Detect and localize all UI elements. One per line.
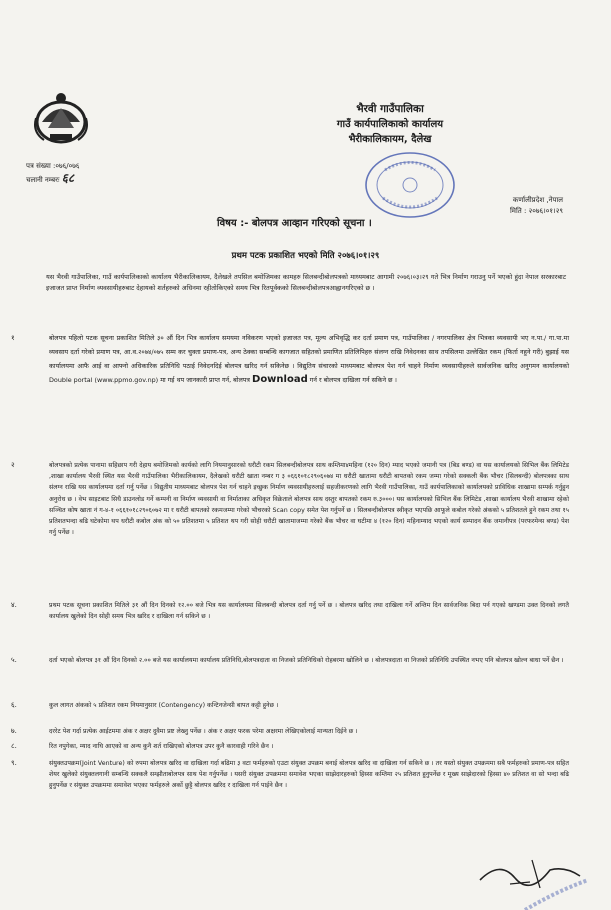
item-text: कुल लागत अंकको ५ प्रतिशत रकम नियमानुसार (Contengency) कन्टिनजेन्सी बापत कट्टी हुनेछ ।: [49, 702, 279, 709]
province-label: कर्णालीप्रदेश ,नेपाल: [512, 196, 563, 204]
list-item: [11, 460, 569, 538]
download-keyword: Download: [252, 374, 308, 386]
item-text: बोलपत्र पहिलो पटक सूचना प्रकाशित मितिले ३० औं दिन भित्र कार्यालय समयमा नविकरण भएको इजाजत पत्र, मूल्य अभिवृद्धि कर दर्ता प्रमाण पत्र, गाउँपालिका / नगरपालिका क्षेत्र भित्रका व्यवसायी भए न.पा./ गा.पा.मा व्यवसाय दर्ता गरेको प्रमाण पत्र, आ.व.२०७४/०७५ सम्म कर चुक्ता प्रमाण-पत्र, अन्य ठेक्का सम्बन्धि कागजात सहितको प्रमाणित प्रतिलिपिहरु संलग्न राखि निवेदनका साथ तपसिलमा उल्लेखित रकम (फिर्ता नहुने गरी) बुझाई यस कार्यालयमा आफै आई वा आफ्नो अधिकारिक प्रतिनिधि पठाई निवेदनदिई बोलपत्र खरिद गर्न सकिनेछ । विद्युतिय संचारको माध्यमबाट बोलपत्र पेश गर्न चाहने निर्माण व्यवसायीहरुले सार्वजनिक खरिद अनुगमन कार्यालयको Double portal (www.ppmo.gov.np) मा गई थप जानकारी प्राप्त गर्न, बोलपत्र: [49, 334, 569, 385]
item-text-end: गर्न र बोलपत्र दाखिला गर्न सकिने छ ।: [309, 376, 397, 385]
office-seal-icon: [363, 150, 458, 220]
list-item: [11, 741, 569, 752]
list-item: [11, 332, 569, 388]
item-number: ४.: [11, 601, 17, 609]
list-item: [11, 726, 569, 737]
nepal-emblem-icon: [30, 88, 92, 146]
intro-paragraph: यस भैरवी गाउँपालिका, गाउँ कार्यपालिकाको कार्यालय भैरीकालिकायम, दैलेखले तपसिल बमोजिमका कामहरु सिलबन्दीबोलपत्रको माध्यमबाट आगामी २०७६।०३।२९ गते भित्र निर्माण गराउनु पर्ने भएको हुंदा नेपाल सरकारबाट इजाजत प्राप्त निर्माण व्यवसायीहरुबाट देहायको शर्तहरुको अधिनमा रहीतोकिएको समय भित्र रितपूर्वकको सिलबन्दीबोलपत्रआह्वानगरिएको छ ।: [46, 273, 566, 292]
municipality-name: भैरवी गाउँपालिका: [356, 103, 424, 115]
office-name: गाउँ कार्यपालिकाको कार्यालय: [336, 119, 444, 130]
list-item: [11, 758, 569, 792]
item-number: ८.: [11, 742, 17, 750]
letter-date: मिति : २०७६।०१।२९: [509, 207, 563, 215]
list-item: [11, 655, 569, 666]
dispatch-number: [26, 172, 80, 186]
office-header: [280, 102, 500, 147]
item-text: रित नपुगेका, म्याद नाघि आएको वा अन्य कुनै शर्त राखिएको बोलपत्र उपर कुनै कारवाही गरिने छैन ।: [49, 743, 274, 750]
item-text: दर्ता भएको बोलपत्र ३१ औं दिन दिनको २.०० बजे यस कार्यालयमा कार्यालय प्रतिनिधि,बोलपत्रदाता वा निजको प्रतिनिधिको रोहबरमा खोलिने छ । बोलपत्रदाता वा निजको प्रतिनिधि उपस्थित नभए पनि बोलपत्र खोल्न बाधा पर्ने छैन ।: [49, 657, 564, 664]
signature-mark: [470, 840, 590, 910]
reference-block: [26, 160, 80, 186]
item-text: प्रथम पटक सूचना प्रकाशित मितिले ३१ औं दिन दिनको १२.०० बजे भित्र यस कार्यालयमा सिलबन्दी बोलपत्र दर्ता गर्नु पर्ने छ । बोलपत्र खरिद तथा दाखिला गर्ने अन्तिम दिन सार्वजनिक बिदा पर्न गएको खण्डमा उक्त दिनको लगतै कार्यालय खुलेको दिन सोही समय भित्र खरिद र दाखिला गर्न सकिने छ ।: [49, 602, 569, 621]
letter-number: पत्र संख्या :०७६/०७६: [26, 162, 80, 170]
item-number: १: [11, 334, 15, 342]
published-date-heading: प्रथम पटक प्रकाशित भएको मिति २०७६।०१।२९: [231, 251, 380, 261]
item-number: ६.: [11, 701, 17, 709]
list-item: [11, 700, 569, 711]
office-location: भैरीकालिकायम, दैलेख: [348, 134, 432, 145]
item-number: २: [11, 461, 15, 469]
subject-line: विषय :- बोलपत्र आव्हान गरिएको सूचना ।: [217, 218, 372, 229]
dispatch-label: चलानी नम्बरः: [26, 176, 60, 184]
item-text: संयुक्तउपक्रम(Joint Venture) को रुपमा बोलपत्र खरिद वा दाखिला गर्दा बढिमा ३ वटा फर्महरुको एउटा संयुक्त उपक्रम बनाई बोलपत्र खरिद वा दाखिला गर्न सकिने छ । तर यस्तो संयुक्त उपक्रममा सबै फर्महरुको प्रमाण-पत्र सहित शेयर खुलेको संयुक्तलगानी सम्बन्धि सक्कलै सम्झौताबोलपत्र साथ पेश गर्नुपर्नेछ । यसरी संयुक्त उपक्रममा समावेश भएका साझेदारहरुको हिस्सा कम्तिमा २५ प्रतिशत हुनुपर्नेछ र मूख्य साझेदारको हिस्सा ४० प्रतिशत वा सो भन्दा बढि हुनुपर्नेछ र संयुक्त उपक्रममा समावेश भएका फर्महरुले अर्को छुट्टै बोलपत्र खरिद र दाखिला गर्न पाईने छैन ।: [49, 760, 569, 790]
item-number: ७.: [11, 727, 17, 735]
list-item: [11, 600, 569, 622]
dispatch-value: ६८: [61, 171, 75, 185]
item-text: दररेट पेश गर्दा प्रत्येक आईटममा अंक र अक्षर दुवैमा प्रष्ट लेख्नु पर्नेछ । अंक र अक्षर फरक परेमा अक्षरमा लेखिएकोलाई मान्यता दिईने छ ।: [49, 728, 358, 735]
item-number: ५.: [11, 656, 17, 664]
item-text: बोलपत्रको प्रत्येक पानामा सहिछाप गरी देहाय बमोजिमको कार्यको लागि नियमानुसारको धरौटी रकम सिलबन्दीबोलपत्र साथ कम्तिमा४महिना (१२० दिन) म्याद भएको जमानी पत्र (बिड बण्ड) वा यस कार्यालयको सिभिल बैंक लिमिटेड ,शाखा कार्यालय भैरवी स्थित यस भैरवी गाउँपालिका भैरीकालिकायम, दैलेखको धरौटी खाता नम्बर ग ३ ०६६१०१८२९०६०७४ मा धरौटी खातामा धरौटी बापतको रकम जम्मा गरेको सक्कली बैंक भौचर (सिलबन्दी) बोलपत्रका साथ संलग्न राखि यस कार्यालयमा दर्ता गर्नु पर्नेछ । विद्युतीय माध्यमबाट बोलपत्र पेश गर्न चाहने इच्छुक निर्माण व्यवसायीहरुलाई सहजीकरणको लागि भैरवी गाउँपालिका, गाउँ कार्यपालिकाको कार्यालयको प्राविधिक शाखामा सम्पर्क गर्नुहुन अनुरोध छ । वेभ साइटबाट सिधै डाउनलोड गर्ने कम्पनी वा निर्माण व्यवसायी वा निर्माताका अधिकृत विक्रेताले बोलपत्र साथ दस्तुर बापतको रकम रु.३०००। यस कार्यालयको सिभिल बैंक लिमिटेड ,शाखा कार्यालय भैरवी शाखामा रहेको सञ्चित कोष खाता नं ग-४-१ ०६६१०१८२९०६०७२ मा र धरौटी बापतको रकमजम्मा गरेको भौचरको Scan copy समेत पेश गर्नुपर्ने छ । सिलबन्दीबोलपत्र स्वीकृत भएपछि आफूले कबोल गरेको अंकको ५ प्रतिशतले हुने रकम तथा १५ प्रतिशतभन्दा बढि घटेकोमा थप धरौटी कबोल अंक को ५० प्रतिशतमा ५ प्रतिशत थप गरी सोही धरौटी खातामाजम्मा गरेको बैंक भौचर वा घटीमा ४ (१२० दिन) महिनाम्याद भएको कार्य सम्पादन बैंक जमानीपत्र (परफरमेन्स बण्ड) पेश गर्नु पर्नेछ ।: [49, 462, 569, 537]
item-number: ९.: [11, 759, 17, 767]
address-date-block: [510, 195, 563, 217]
